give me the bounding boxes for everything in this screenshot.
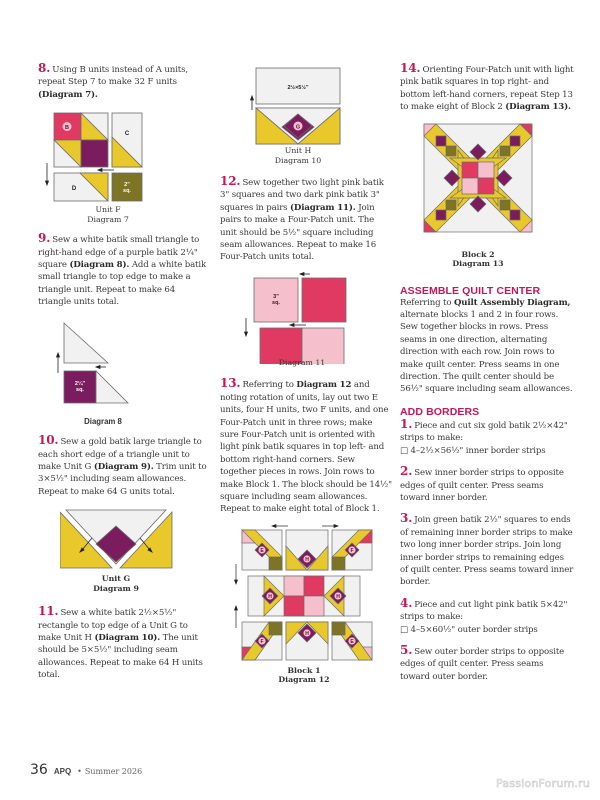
step-text: Sew together two light pink batik 3" squares and two dark pink batik 3" squares in pairs <box>220 178 384 213</box>
diagram-ref: Diagram 12 <box>296 380 352 391</box>
caption-subtitle: Diagram 11 <box>278 357 326 367</box>
assemble-text <box>400 297 574 396</box>
step-text: Using B units instead of A units, repeat Step 7 to make 32 F units <box>38 65 188 88</box>
diagram-13-block-2 <box>422 122 574 269</box>
step-number: 13. <box>220 376 241 391</box>
diagram-7-caption <box>48 205 168 224</box>
step-number: 3. <box>400 511 413 526</box>
diagram-ref: (Diagram 13). <box>505 102 571 113</box>
step-text: Sew a gold batik large triangle to each short edge of a triangle unit to make Unit G <box>38 437 202 472</box>
caption-subtitle: Diagram 9 <box>93 583 139 593</box>
press-arrows <box>251 96 254 110</box>
step-text: Join green batik 2½" squares to ends of remaining inner border strips to make two long inner border strips. Join long inner border strips to remaining edges of quilt center. Press seams toward inner border. <box>400 515 574 588</box>
diagram-10-caption <box>250 146 346 165</box>
caption-subtitle: Diagram 13 <box>452 259 504 269</box>
step-text: Piece and cut light pink batik 5×42" strips to make: <box>400 599 568 623</box>
diagram-7-unit-f <box>44 111 210 224</box>
label-f: F <box>350 547 354 554</box>
unit-g-illustration <box>60 508 175 570</box>
label-size: 2¼" <box>74 380 86 387</box>
diagram-9-caption <box>60 574 172 593</box>
label-size: 2" <box>124 182 130 189</box>
caption-title: Unit F <box>95 205 121 215</box>
caption-subtitle: Diagram 7 <box>87 214 129 224</box>
label-b: B <box>65 125 69 132</box>
separator: • <box>77 767 82 776</box>
caption-title: Block 2 <box>461 249 495 259</box>
step-text: Sew a white batik small triangle to right-hand edge of a purple batik 2¼" square <box>38 235 200 271</box>
assemble-heading: ASSEMBLE QUILT CENTER <box>400 284 541 297</box>
step-text: Piece and cut six gold batik 2½×42" strips to make: <box>400 420 568 444</box>
step-number: 1. <box>400 416 413 431</box>
diagram-ref: (Diagram 10). <box>94 633 161 643</box>
diagram-ref: (Diagram 7). <box>38 89 98 100</box>
label-g: G <box>295 124 301 131</box>
assemble-text-pre: Referring to <box>400 297 454 308</box>
cut-list-item: □ 4–5×60½" outer border strips <box>400 624 538 635</box>
step-text: Add a white batik small triangle to top edge to make a triangle unit. Repeat to make 64 triangle units total. <box>38 260 207 308</box>
diagram-8 <box>44 319 210 427</box>
step-number: 4. <box>400 595 413 610</box>
border-step-2 <box>400 465 574 504</box>
column-1 <box>38 62 210 682</box>
diagram-8-caption <box>48 417 158 427</box>
step-number: 5. <box>400 642 413 657</box>
page-footer <box>30 762 142 778</box>
step-number: 9. <box>38 231 51 246</box>
caption-title: Block 1 <box>287 665 321 675</box>
step-8 <box>38 62 210 101</box>
cut-list-item: □ 4–2½×56½" inner border strips <box>400 445 546 456</box>
diagram-ref: (Diagram 11). <box>290 202 356 213</box>
step-number: 10. <box>38 433 59 448</box>
step-number: 12. <box>220 174 241 188</box>
assemble-ref: Quilt Assembly Diagram, <box>453 297 571 308</box>
step-14 <box>400 62 574 114</box>
step-text: The unit should be 5×5½" including seam allowances. Repeat to make 64 H units total. <box>38 633 203 681</box>
border-step-4 <box>400 597 574 636</box>
border-step-3 <box>400 512 574 588</box>
step-9 <box>38 232 210 308</box>
borders-heading: ADD BORDERS <box>400 405 480 418</box>
step-number: 8. <box>38 61 51 75</box>
caption-subtitle: Diagram 8 <box>84 416 122 426</box>
label-sq: sq. <box>76 386 84 393</box>
label-h: H <box>268 593 272 600</box>
magazine-name: APQ <box>53 767 72 776</box>
label-c: C <box>124 131 130 138</box>
step-13 <box>220 377 392 515</box>
diagram-10-unit-h <box>250 66 392 165</box>
step-number: 11. <box>38 604 59 619</box>
caption-subtitle: Diagram 12 <box>278 675 330 685</box>
step-number: 2. <box>400 464 413 479</box>
step-text: Sew inner border strips to opposite edges of quilt center. Press seams toward inner border. <box>400 468 564 503</box>
step-11 <box>38 605 210 681</box>
label-d: D <box>71 186 77 193</box>
label-h: H <box>336 593 340 600</box>
label-f: F <box>260 638 264 645</box>
step-text: Orienting Four-Patch unit with light pink batik squares in top right- and bottom left-hand corners, repeat Step 13 to make eight of Block 2 <box>400 65 574 113</box>
diagram-ref: (Diagram 9). <box>93 461 154 472</box>
diagram-11 <box>242 272 392 368</box>
step-12 <box>220 175 392 264</box>
column-3 <box>400 62 574 683</box>
label-sq: sq. <box>123 188 131 195</box>
caption-title: Unit G <box>101 574 131 584</box>
diagram-ref: (Diagram 8). <box>69 260 130 271</box>
step-text: Sew outer border strips to opposite edges of quilt center. Press seams toward outer border. <box>400 646 565 682</box>
step-text: Referring to <box>242 380 297 391</box>
page-number: 36 <box>30 762 48 778</box>
triangle-unit-illustration <box>44 319 174 419</box>
diagram-9-unit-g <box>60 508 210 593</box>
step-text: Join pairs to make a Four-Patch unit. The unit should be 5½" square including seam allowances. Repeat to make 16 Four-Patch units total. <box>220 202 377 263</box>
issue-date: Summer 2026 <box>84 767 143 776</box>
label-e: E <box>350 638 354 645</box>
border-step-1 <box>400 418 574 457</box>
label-e: E <box>260 547 264 554</box>
step-10 <box>38 434 210 498</box>
label-h: H <box>305 630 309 637</box>
label-h: H <box>305 556 309 563</box>
assemble-text-post: alternate blocks 1 and 2 in four rows. Sew together blocks in rows. Press seams in one direction, alternating direction with each row. Join rows to make quilt center. Press seams in one direction. The quilt center should be 56½" square including seam allowances. <box>400 310 573 395</box>
label-sq: sq. <box>272 299 280 306</box>
unit-f-illustration <box>44 111 174 205</box>
block-2-illustration <box>422 122 534 234</box>
caption-title: Unit H <box>284 146 312 155</box>
block-1-illustration <box>234 524 374 662</box>
diagram-12-block-1 <box>234 524 392 685</box>
step-text: and noting rotation of units, lay out two E units, four H units, two F units, and one Four-Patch unit in three rows; make sure Four-Patch unit is oriented with light pink batik squares in top left- and bottom right-hand corners. Sew together pieces in rows. Join rows to make Block 1. The block should be 14½" square including seam allowances. Repeat to make eight total of Block 1. <box>220 380 392 515</box>
step-text: Trim unit to 3×5½" including seam allowances. Repeat to make 64 G units total. <box>38 461 207 497</box>
step-number: 14. <box>400 61 421 75</box>
watermark: PassionForum.ru <box>496 777 590 790</box>
column-2 <box>220 66 392 685</box>
diagram-12-caption <box>234 666 374 685</box>
four-patch-illustration <box>242 272 362 364</box>
label-rect-size: 2½×5½" <box>287 85 309 91</box>
caption-subtitle: Diagram 10 <box>274 155 322 165</box>
label-size: 3" <box>273 293 279 300</box>
diagram-13-caption <box>422 250 534 269</box>
step-text: Sew a white batik 2½×5½" rectangle to top edge of a Unit G to make Unit H <box>38 608 188 643</box>
border-step-5 <box>400 644 574 683</box>
unit-h-illustration <box>250 66 346 146</box>
